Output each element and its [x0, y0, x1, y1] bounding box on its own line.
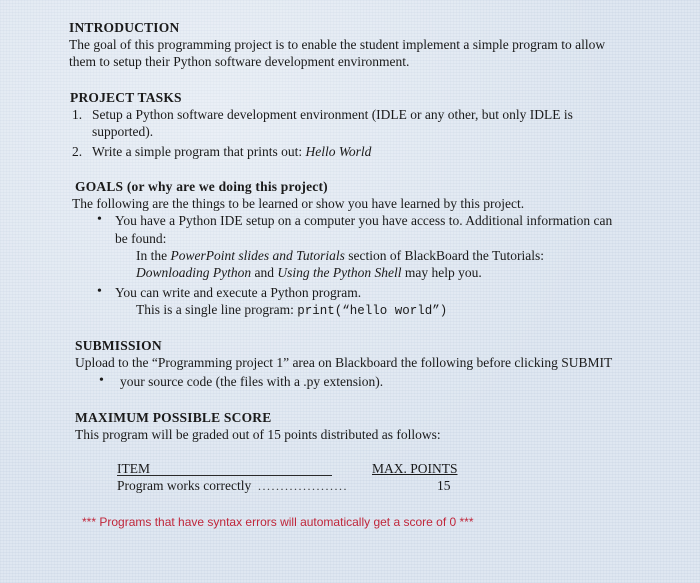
task-2-plain: Write a simple program that prints out:: [92, 144, 306, 159]
syntax-error-warning: *** Programs that have syntax errors will automatically get a score of 0 ***: [82, 515, 474, 529]
introduction-heading: INTRODUCTION: [69, 20, 180, 35]
code-snippet: print(“hello world”): [297, 304, 448, 318]
score-table-points-header: MAX. POINTS: [372, 461, 458, 476]
task-2-number: 2.: [72, 144, 83, 159]
task-1-line-1: Setup a Python software development environment (IDLE or any other, but only IDLE is: [92, 107, 573, 122]
goals-line-3-emphasis: PowerPoint slides and Tutorials: [170, 248, 345, 263]
score-table-item-label: ITEM: [117, 461, 150, 476]
score-table-row-leader: ....................: [258, 479, 348, 493]
goals-bullet-2-line-2: [136, 301, 447, 320]
goals-bullet-1-line-1: You have a Python IDE setup on a computer you have access to. Additional information can: [115, 213, 613, 228]
submission-line-1: Upload to the “Programming project 1” area on Blackboard the following before clicking SUBMIT: [75, 355, 613, 370]
goals-heading: GOALS (or why are we doing this project): [75, 179, 328, 194]
submission-bullet-marker: •: [99, 373, 104, 388]
score-table-item-header: [117, 460, 332, 476]
score-line-1: This program will be graded out of 15 points distributed as follows:: [75, 427, 441, 442]
goals-line-3-post: section of BlackBoard the Tutorials:: [344, 248, 545, 263]
task-2-emphasis: Hello World: [305, 144, 372, 159]
goals-line-4-emphasis-2: Using the Python Shell: [277, 265, 402, 280]
submission-bullet-text: your source code (the files with a .py extension).: [120, 374, 384, 389]
goals-bullet-2-pre: This is a single line program:: [136, 302, 298, 317]
goals-intro: The following are the things to be learned or show you have learned by this project.: [72, 196, 525, 211]
tasks-heading: PROJECT TASKS: [70, 90, 182, 105]
task-1-line-2: supported).: [92, 124, 154, 139]
goals-bullet-1-line-4: [136, 264, 482, 281]
goals-line-4-mid: and: [251, 265, 278, 280]
task-2-text: [92, 143, 371, 160]
goals-bullet-2-marker: •: [97, 284, 102, 299]
goals-bullet-1-line-3: [136, 247, 544, 264]
goals-line-3-pre: In the: [136, 248, 171, 263]
introduction-line-2: them to setup their Python software development environment.: [69, 54, 410, 69]
score-table-row-points: 15: [437, 478, 451, 493]
score-table-row-label: Program works correctly: [117, 478, 252, 493]
goals-bullet-2-line-1: You can write and execute a Python program.: [115, 285, 362, 300]
goals-line-4-emphasis-1: Downloading Python: [136, 265, 252, 280]
score-heading: MAXIMUM POSSIBLE SCORE: [75, 410, 272, 425]
goals-bullet-1-line-2: be found:: [115, 231, 167, 246]
goals-bullet-1-marker: •: [97, 212, 102, 227]
submission-heading: SUBMISSION: [75, 338, 162, 353]
introduction-line-1: The goal of this programming project is to enable the student implement a simple program to allow: [69, 37, 606, 52]
goals-line-4-post: may help you.: [401, 265, 482, 280]
task-1-number: 1.: [72, 107, 83, 122]
